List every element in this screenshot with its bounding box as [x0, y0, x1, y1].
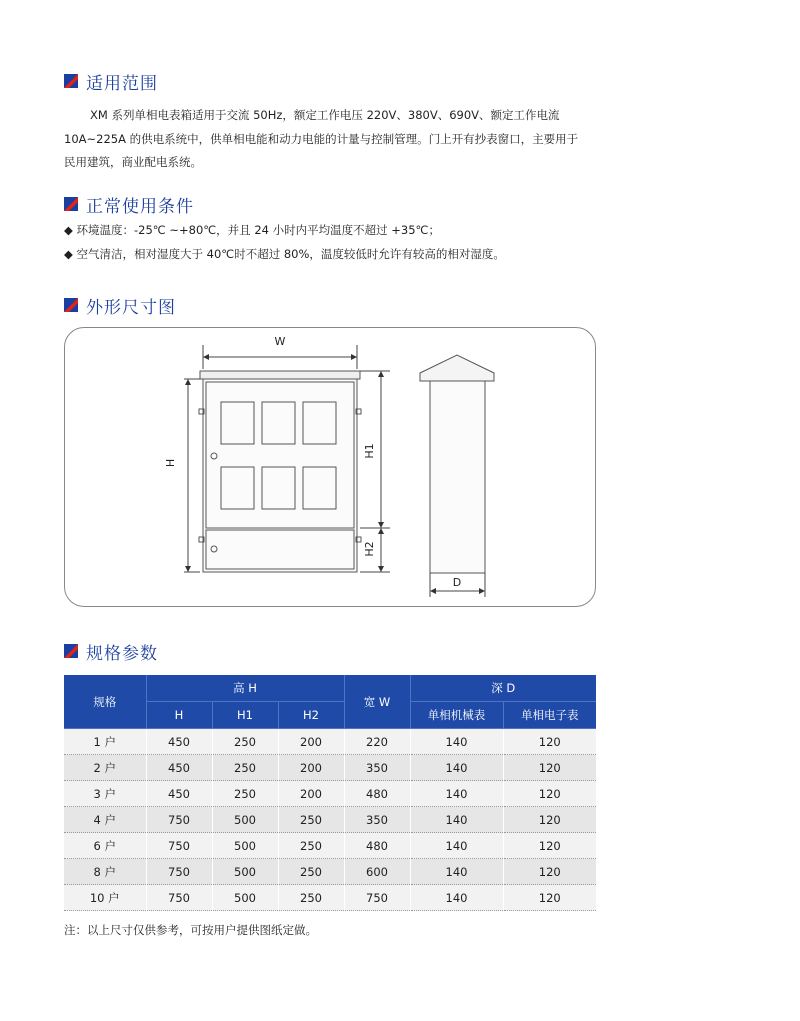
table-cell: 120: [503, 859, 596, 885]
table-cell: 120: [503, 755, 596, 781]
header-h: H: [146, 702, 212, 729]
table-cell: 6 户: [64, 833, 146, 859]
h1-label: H1: [363, 443, 376, 459]
condition-item: ◆ 环境温度：-25℃ ~+80℃，并且 24 小时内平均温度不超过 +35℃；: [64, 223, 440, 237]
table-cell: 140: [410, 807, 503, 833]
table-cell: 250: [212, 729, 278, 755]
table-cell: 750: [146, 859, 212, 885]
table-cell: 3 户: [64, 781, 146, 807]
section-marker-icon: [64, 74, 78, 88]
table-row: [64, 833, 596, 859]
section-marker-icon: [64, 644, 78, 658]
table-cell: 450: [146, 729, 212, 755]
header-mechanical: 单相机械表: [410, 702, 503, 729]
scope-paragraph: [64, 104, 604, 175]
scope-line: XM 系列单相电表箱适用于交流 50Hz，额定工作电压 220V、380V、690V、额定工作电流: [90, 108, 560, 122]
table-row: [64, 885, 596, 911]
table-cell: 500: [212, 807, 278, 833]
table-cell: 600: [344, 859, 410, 885]
table-cell: 120: [503, 807, 596, 833]
table-cell: 140: [410, 781, 503, 807]
table-row: [64, 755, 596, 781]
table-cell: 500: [212, 859, 278, 885]
table-cell: 1 户: [64, 729, 146, 755]
table-cell: 200: [278, 755, 344, 781]
table-cell: 750: [146, 885, 212, 911]
section-marker-icon: [64, 298, 78, 312]
table-row: [64, 859, 596, 885]
table-cell: 120: [503, 885, 596, 911]
table-cell: 250: [278, 807, 344, 833]
table-cell: 140: [410, 885, 503, 911]
table-cell: 8 户: [64, 859, 146, 885]
table-cell: 220: [344, 729, 410, 755]
table-cell: 500: [212, 833, 278, 859]
cabinet-front-view: [199, 371, 361, 572]
table-cell: 750: [344, 885, 410, 911]
table-cell: 250: [212, 755, 278, 781]
table-cell: 750: [146, 807, 212, 833]
table-cell: 750: [146, 833, 212, 859]
condition-item: ◆ 空气清洁，相对湿度大于 40℃时不超过 80%，温度较低时允许有较高的相对湿度。: [64, 247, 505, 261]
table-cell: 350: [344, 807, 410, 833]
table-cell: 250: [212, 781, 278, 807]
table-row: [64, 729, 596, 755]
table-cell: 200: [278, 729, 344, 755]
section-title-specs: 规格参数: [64, 639, 158, 663]
header-h2: H2: [278, 702, 344, 729]
h-label: H: [164, 458, 177, 468]
table-cell: 500: [212, 885, 278, 911]
header-spec: 规格: [64, 675, 146, 729]
section-marker-icon: [64, 197, 78, 211]
header-width: 宽 W: [344, 675, 410, 729]
table-cell: 4 户: [64, 807, 146, 833]
table-row: [64, 807, 596, 833]
table-cell: 120: [503, 781, 596, 807]
table-cell: 480: [344, 781, 410, 807]
d-label: D: [452, 576, 462, 589]
table-cell: 140: [410, 729, 503, 755]
table-cell: 250: [278, 859, 344, 885]
table-cell: 480: [344, 833, 410, 859]
section-title-conditions: 正常使用条件: [64, 192, 194, 216]
table-row: [64, 781, 596, 807]
table-cell: 140: [410, 833, 503, 859]
h2-label: H2: [363, 541, 376, 557]
section-title-scope: 适用范围: [64, 69, 158, 93]
table-cell: 250: [278, 833, 344, 859]
table-cell: 450: [146, 781, 212, 807]
footnote: 注：以上尺寸仅供参考，可按用户提供图纸定做。: [64, 923, 317, 937]
table-cell: 250: [278, 885, 344, 911]
table-cell: 140: [410, 859, 503, 885]
header-electronic: 单相电子表: [503, 702, 596, 729]
scope-line: 民用建筑，商业配电系统。: [64, 155, 202, 169]
table-cell: 200: [278, 781, 344, 807]
cabinet-side-view: [420, 355, 494, 573]
table-cell: 120: [503, 833, 596, 859]
table-cell: 450: [146, 755, 212, 781]
header-depth: 深 D: [410, 675, 596, 702]
dimension-diagram: [64, 327, 596, 607]
w-label: W: [274, 335, 286, 348]
table-cell: 10 户: [64, 885, 146, 911]
table-cell: 2 户: [64, 755, 146, 781]
table-cell: 140: [410, 755, 503, 781]
table-cell: 350: [344, 755, 410, 781]
header-height: 高 H: [146, 675, 344, 702]
header-h1: H1: [212, 702, 278, 729]
spec-table: [64, 675, 596, 911]
scope-line: 10A~225A 的供电系统中，供单相电能和动力电能的计量与控制管理。门上开有抄表窗口，主要用于: [64, 131, 579, 146]
section-title-dimensions: 外形尺寸图: [64, 293, 176, 317]
table-cell: 120: [503, 729, 596, 755]
